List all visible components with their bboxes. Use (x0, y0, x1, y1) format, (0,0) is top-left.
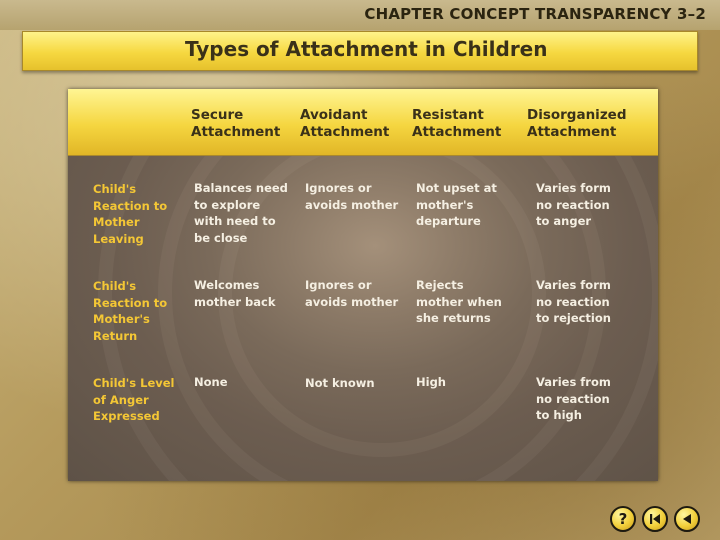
column-header-avoidant: Avoidant Attachment (300, 107, 390, 140)
attachment-table (68, 89, 658, 481)
chapter-header-bar (0, 0, 720, 30)
table-cell: Welcomes mother back (194, 278, 276, 309)
help-icon: ? (618, 510, 628, 528)
table-cell: Balances need to explore with need to be close (194, 181, 288, 245)
chapter-title: CHAPTER CONCEPT TRANSPARENCY 3–2 (364, 5, 706, 23)
table-cell: Varies form no reaction to anger (536, 181, 611, 228)
column-header-resistant: Resistant Attachment (412, 107, 502, 140)
first-slide-button[interactable] (642, 506, 668, 532)
slide-title: Types of Attachment in Children (185, 37, 548, 61)
table-cell: Rejects mother when she returns (416, 278, 502, 325)
previous-slide-button[interactable] (674, 506, 700, 532)
row-header-mother-leaving: Child's Reaction to Mother Leaving (93, 182, 168, 246)
table-header-row (68, 89, 658, 156)
table-cell: Varies from no reaction to high (536, 375, 611, 422)
table-cell: High (416, 375, 446, 389)
table-cell: Not upset at mother's departure (416, 181, 497, 228)
row-header-anger-level: Child's Level of Anger Expressed (93, 376, 175, 423)
table-cell: Not known (305, 376, 375, 390)
table-cell: None (194, 375, 228, 389)
table-cell: Varies form no reaction to rejection (536, 278, 611, 325)
column-header-disorganized: Disorganized Attachment (527, 107, 627, 140)
row-header-mother-return: Child's Reaction to Mother's Return (93, 279, 168, 343)
title-banner (22, 31, 698, 71)
column-header-secure: Secure Attachment (191, 107, 281, 140)
table-cell: Ignores or avoids mother (305, 181, 399, 212)
help-button[interactable] (610, 506, 636, 532)
previous-slide-icon (680, 512, 694, 526)
table-cell: Ignores or avoids mother (305, 278, 399, 309)
first-slide-icon (648, 512, 662, 526)
